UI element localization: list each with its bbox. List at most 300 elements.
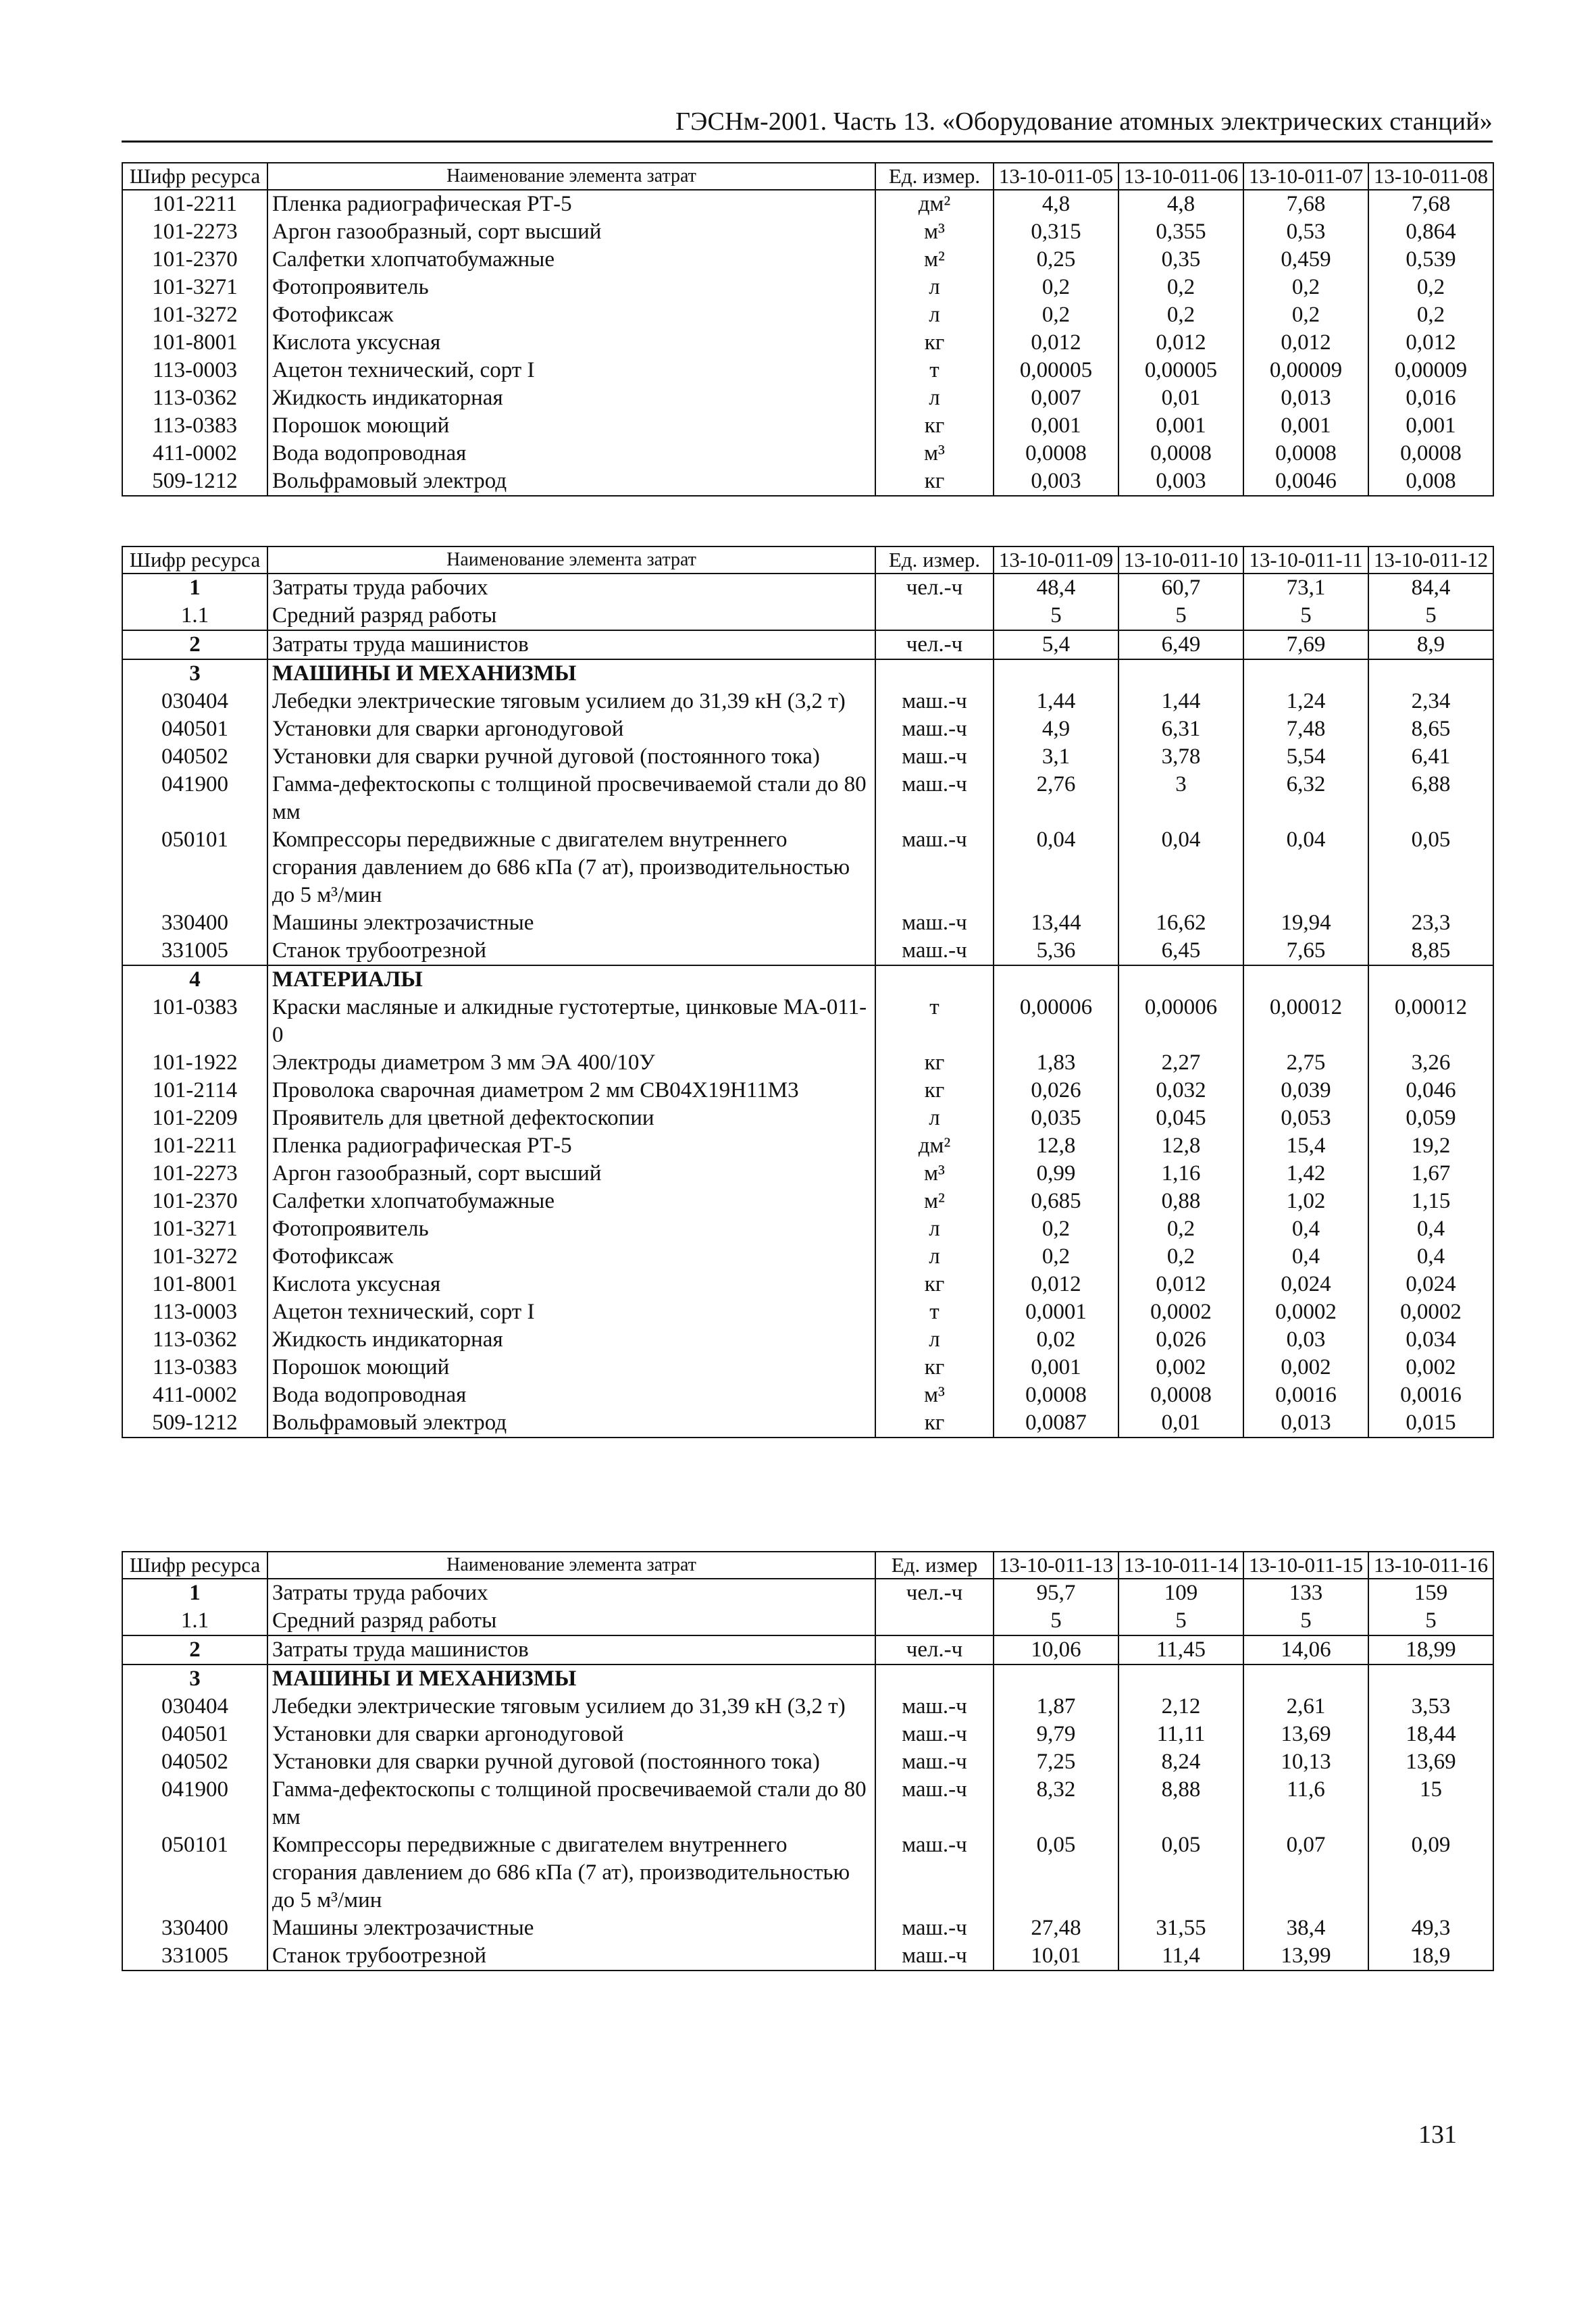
norm-value: 0,2 [1368, 274, 1493, 301]
table-row [122, 1693, 1493, 1721]
table-row [122, 771, 1493, 826]
norm-value: 0,2 [994, 274, 1118, 301]
table-row [122, 190, 1493, 218]
resource-code: 1 [122, 574, 267, 602]
table-row [122, 574, 1493, 602]
norm-value: 0,4 [1243, 1215, 1368, 1243]
table-row [122, 1215, 1493, 1243]
cost-element-name: Затраты труда машинистов [267, 1635, 875, 1664]
cost-element-name: Аргон газообразный, сорт высший [267, 218, 875, 246]
norm-value: 0,034 [1368, 1326, 1493, 1354]
resource-code: 411-0002 [122, 1381, 267, 1409]
norm-value [1243, 659, 1368, 688]
column-header: 13-10-011-05 [994, 163, 1118, 190]
column-header: 13-10-011-14 [1118, 1552, 1243, 1579]
norm-value: 31,55 [1118, 1914, 1243, 1942]
norm-value: 18,9 [1368, 1942, 1493, 1971]
norm-value: 49,3 [1368, 1914, 1493, 1942]
norm-value: 4,9 [994, 715, 1118, 743]
unit-of-measure: л [875, 301, 994, 329]
resource-code: 101-3272 [122, 1243, 267, 1271]
resource-code: 1.1 [122, 1607, 267, 1635]
table-row [122, 715, 1493, 743]
unit-of-measure [875, 965, 994, 994]
norm-value: 0,012 [1118, 329, 1243, 357]
table-row [122, 826, 1493, 909]
norm-value: 0,013 [1243, 1409, 1368, 1438]
norm-value: 16,62 [1118, 909, 1243, 937]
table-row [122, 1914, 1493, 1942]
table-header-row [122, 547, 1493, 574]
norm-value [994, 659, 1118, 688]
table-row [122, 1271, 1493, 1298]
resource-code: 331005 [122, 1942, 267, 1971]
resource-code: 113-0362 [122, 1326, 267, 1354]
norm-value: 3,78 [1118, 743, 1243, 771]
cost-element-name: Порошок моющий [267, 412, 875, 440]
norm-value: 7,68 [1243, 190, 1368, 218]
unit-of-measure: кг [875, 412, 994, 440]
norm-value: 0,0002 [1368, 1298, 1493, 1326]
table-row [122, 1748, 1493, 1776]
norm-value: 7,48 [1243, 715, 1368, 743]
norm-value: 10,01 [994, 1942, 1118, 1971]
norm-value: 0,09 [1368, 1831, 1493, 1914]
resource-code: 113-0362 [122, 384, 267, 412]
unit-of-measure [875, 1664, 994, 1693]
resource-code: 101-8001 [122, 329, 267, 357]
cost-element-name: Салфетки хлопчатобумажные [267, 1188, 875, 1215]
norm-value: 3 [1118, 771, 1243, 826]
resource-code: 113-0383 [122, 412, 267, 440]
cost-element-name: Станок трубоотрезной [267, 1942, 875, 1971]
unit-of-measure: м² [875, 1188, 994, 1215]
norm-value: 0,0008 [1118, 440, 1243, 467]
table-row [122, 1077, 1493, 1104]
norm-value: 0,88 [1118, 1188, 1243, 1215]
table-row [122, 467, 1493, 496]
table-row [122, 1409, 1493, 1438]
norm-value: 7,25 [994, 1748, 1118, 1776]
norm-value: 7,68 [1368, 190, 1493, 218]
table-header-row [122, 163, 1493, 190]
resource-code: 101-1922 [122, 1049, 267, 1077]
resource-code: 030404 [122, 688, 267, 715]
norm-value [1243, 965, 1368, 994]
table-row [122, 274, 1493, 301]
norm-value: 2,75 [1243, 1049, 1368, 1077]
norm-value: 4,8 [994, 190, 1118, 218]
norm-value: 19,94 [1243, 909, 1368, 937]
resource-code: 331005 [122, 937, 267, 965]
cost-element-name: Вода водопроводная [267, 1381, 875, 1409]
unit-of-measure: дм² [875, 1132, 994, 1160]
unit-of-measure: кг [875, 329, 994, 357]
norm-value: 0,00005 [994, 357, 1118, 384]
cost-element-name: Салфетки хлопчатобумажные [267, 246, 875, 274]
norm-value: 84,4 [1368, 574, 1493, 602]
norm-value: 13,44 [994, 909, 1118, 937]
norm-value: 5 [994, 602, 1118, 630]
norm-value: 0,026 [994, 1077, 1118, 1104]
cost-element-name: Гамма-дефектоскопы с толщиной просвечиваемой стали до 80 мм [267, 771, 875, 826]
resource-code: 509-1212 [122, 467, 267, 496]
column-header: 13-10-011-11 [1243, 547, 1368, 574]
unit-of-measure: кг [875, 1271, 994, 1298]
norm-value [1118, 965, 1243, 994]
unit-of-measure: чел.-ч [875, 630, 994, 659]
unit-of-measure: кг [875, 1409, 994, 1438]
column-header: Шифр ресурса [122, 1552, 267, 1579]
resource-code: 101-2273 [122, 218, 267, 246]
column-header: 13-10-011-10 [1118, 547, 1243, 574]
norm-value: 0,25 [994, 246, 1118, 274]
cost-element-name: Краски масляные и алкидные густотертые, цинковые МА-011-0 [267, 994, 875, 1049]
norm-value: 0,016 [1368, 384, 1493, 412]
cost-element-name: Компрессоры передвижные с двигателем внутреннего сгорания давлением до 686 кПа (7 ат), производительностью до 5 м³/мин [267, 1831, 875, 1914]
cost-element-name: Машины электрозачистные [267, 1914, 875, 1942]
norm-value: 0,002 [1368, 1354, 1493, 1381]
unit-of-measure: маш.-ч [875, 1776, 994, 1831]
table-row [122, 602, 1493, 630]
norm-value: 1,44 [1118, 688, 1243, 715]
norm-value: 8,88 [1118, 1776, 1243, 1831]
unit-of-measure: т [875, 1298, 994, 1326]
cost-element-name: Проявитель для цветной дефектоскопии [267, 1104, 875, 1132]
norm-value: 0,0016 [1243, 1381, 1368, 1409]
unit-of-measure: л [875, 1215, 994, 1243]
unit-of-measure: кг [875, 1354, 994, 1381]
page-number: 131 [1418, 2120, 1457, 2149]
unit-of-measure: маш.-ч [875, 1942, 994, 1971]
norm-value: 11,6 [1243, 1776, 1368, 1831]
norm-value: 0,0046 [1243, 467, 1368, 496]
resource-code: 2 [122, 630, 267, 659]
cost-element-name: Затраты труда рабочих [267, 1579, 875, 1607]
unit-of-measure: кг [875, 467, 994, 496]
table-row [122, 1049, 1493, 1077]
norm-value: 1,02 [1243, 1188, 1368, 1215]
table-row [122, 909, 1493, 937]
norm-value: 0,0087 [994, 1409, 1118, 1438]
norm-value: 2,61 [1243, 1693, 1368, 1721]
cost-element-name: Машины электрозачистные [267, 909, 875, 937]
resource-code: 101-2370 [122, 246, 267, 274]
norm-value: 0,2 [994, 301, 1118, 329]
norm-value: 5,54 [1243, 743, 1368, 771]
norm-value: 14,06 [1243, 1635, 1368, 1664]
norm-value: 2,27 [1118, 1049, 1243, 1077]
cost-element-name: Затраты труда рабочих [267, 574, 875, 602]
table-row [122, 630, 1493, 659]
norm-value: 0,99 [994, 1160, 1118, 1188]
norm-value: 8,65 [1368, 715, 1493, 743]
norm-value: 48,4 [994, 574, 1118, 602]
resource-code: 030404 [122, 1693, 267, 1721]
column-header: Шифр ресурса [122, 547, 267, 574]
column-header: 13-10-011-16 [1368, 1552, 1493, 1579]
cost-element-name: Кислота уксусная [267, 1271, 875, 1298]
resource-code: 101-2273 [122, 1160, 267, 1188]
norm-value: 27,48 [994, 1914, 1118, 1942]
norm-value: 0,012 [1368, 329, 1493, 357]
norm-value: 10,13 [1243, 1748, 1368, 1776]
norm-value: 0,02 [994, 1326, 1118, 1354]
table-row [122, 743, 1493, 771]
resource-code: 101-8001 [122, 1271, 267, 1298]
norm-value: 0,012 [994, 1271, 1118, 1298]
norm-value: 0,0008 [1118, 1381, 1243, 1409]
unit-of-measure: маш.-ч [875, 715, 994, 743]
norm-value: 0,046 [1368, 1077, 1493, 1104]
unit-of-measure: м² [875, 246, 994, 274]
norm-value: 1,44 [994, 688, 1118, 715]
table-row [122, 1160, 1493, 1188]
resource-code: 113-0003 [122, 357, 267, 384]
resource-code: 411-0002 [122, 440, 267, 467]
column-header: Ед. измер. [875, 163, 994, 190]
norm-value: 0,012 [1118, 1271, 1243, 1298]
norm-value: 0,04 [1243, 826, 1368, 909]
unit-of-measure: т [875, 994, 994, 1049]
norm-value: 5 [1243, 602, 1368, 630]
table-row [122, 1721, 1493, 1748]
resource-code: 041900 [122, 771, 267, 826]
resource-code: 101-2114 [122, 1077, 267, 1104]
norm-value: 3,1 [994, 743, 1118, 771]
norm-value: 0,001 [994, 1354, 1118, 1381]
cost-element-name: Лебедки электрические тяговым усилием до 31,39 кН (3,2 т) [267, 688, 875, 715]
resource-code: 4 [122, 965, 267, 994]
resource-code: 040501 [122, 1721, 267, 1748]
resource-code: 509-1212 [122, 1409, 267, 1438]
table-row [122, 994, 1493, 1049]
resource-code: 040502 [122, 1748, 267, 1776]
norm-value: 8,85 [1368, 937, 1493, 965]
resource-code: 101-2209 [122, 1104, 267, 1132]
norm-value: 6,31 [1118, 715, 1243, 743]
cost-element-name: Лебедки электрические тяговым усилием до 31,39 кН (3,2 т) [267, 1693, 875, 1721]
norm-value [994, 965, 1118, 994]
unit-of-measure: маш.-ч [875, 1748, 994, 1776]
norm-value: 0,001 [994, 412, 1118, 440]
unit-of-measure [875, 1607, 994, 1635]
norm-value: 11,4 [1118, 1942, 1243, 1971]
resource-table-1 [122, 162, 1494, 497]
cost-element-name: Кислота уксусная [267, 329, 875, 357]
norm-value: 2,34 [1368, 688, 1493, 715]
norm-value: 0,012 [1243, 329, 1368, 357]
cost-element-name: МАШИНЫ И МЕХАНИЗМЫ [267, 659, 875, 688]
norm-value: 5 [1368, 1607, 1493, 1635]
norm-value: 0,315 [994, 218, 1118, 246]
norm-value: 0,35 [1118, 246, 1243, 274]
norm-value: 0,4 [1368, 1215, 1493, 1243]
norm-value: 0,001 [1243, 412, 1368, 440]
unit-of-measure [875, 659, 994, 688]
cost-element-name: Гамма-дефектоскопы с толщиной просвечиваемой стали до 80 мм [267, 1776, 875, 1831]
unit-of-measure: л [875, 274, 994, 301]
table-row [122, 329, 1493, 357]
norm-value: 10,06 [994, 1635, 1118, 1664]
unit-of-measure: маш.-ч [875, 1693, 994, 1721]
norm-value: 7,69 [1243, 630, 1368, 659]
norm-value: 9,79 [994, 1721, 1118, 1748]
norm-value: 5 [1243, 1607, 1368, 1635]
norm-value: 0,008 [1368, 467, 1493, 496]
norm-value: 0,2 [1118, 1243, 1243, 1271]
cost-element-name: Компрессоры передвижные с двигателем внутреннего сгорания давлением до 686 кПа (7 ат), производительностью до 5 м³/мин [267, 826, 875, 909]
column-header: Ед. измер. [875, 547, 994, 574]
cost-element-name: Жидкость индикаторная [267, 1326, 875, 1354]
unit-of-measure: маш.-ч [875, 743, 994, 771]
norm-value: 38,4 [1243, 1914, 1368, 1942]
norm-value: 12,8 [994, 1132, 1118, 1160]
norm-value: 0,4 [1368, 1243, 1493, 1271]
table-row [122, 384, 1493, 412]
norm-value: 0,355 [1118, 218, 1243, 246]
resource-code: 101-3272 [122, 301, 267, 329]
cost-element-name: Вода водопроводная [267, 440, 875, 467]
norm-value: 0,001 [1118, 412, 1243, 440]
running-header: ГЭСНм-2001. Часть 13. «Оборудование атомных электрических станций» [122, 107, 1493, 143]
norm-value: 0,04 [994, 826, 1118, 909]
norm-value: 0,012 [994, 329, 1118, 357]
norm-value: 0,026 [1118, 1326, 1243, 1354]
norm-value: 0,045 [1118, 1104, 1243, 1132]
norm-value: 13,69 [1243, 1721, 1368, 1748]
resource-code: 050101 [122, 1831, 267, 1914]
norm-value: 11,45 [1118, 1635, 1243, 1664]
norm-value: 0,0002 [1243, 1298, 1368, 1326]
norm-value: 5,4 [994, 630, 1118, 659]
resource-code: 330400 [122, 1914, 267, 1942]
cost-element-name: Проволока сварочная диаметром 2 мм СВ04Х19Н11М3 [267, 1077, 875, 1104]
table-row [122, 1326, 1493, 1354]
cost-element-name: Фотофиксаж [267, 301, 875, 329]
norm-value: 0,032 [1118, 1077, 1243, 1104]
norm-value [1118, 1664, 1243, 1693]
norm-value: 1,15 [1368, 1188, 1493, 1215]
resource-code: 330400 [122, 909, 267, 937]
norm-value: 95,7 [994, 1579, 1118, 1607]
norm-value: 0,059 [1368, 1104, 1493, 1132]
unit-of-measure: кг [875, 1077, 994, 1104]
table-row [122, 412, 1493, 440]
norm-value: 0,00012 [1243, 994, 1368, 1049]
table-row [122, 659, 1493, 688]
norm-value: 0,00006 [1118, 994, 1243, 1049]
norm-value: 0,001 [1368, 412, 1493, 440]
norm-value: 0,039 [1243, 1077, 1368, 1104]
norm-value: 4,8 [1118, 190, 1243, 218]
norm-value: 6,88 [1368, 771, 1493, 826]
norm-value: 0,53 [1243, 218, 1368, 246]
resource-code: 101-2370 [122, 1188, 267, 1215]
norm-value: 15,4 [1243, 1132, 1368, 1160]
resource-code: 1 [122, 1579, 267, 1607]
unit-of-measure: л [875, 384, 994, 412]
unit-of-measure [875, 602, 994, 630]
norm-value: 23,3 [1368, 909, 1493, 937]
norm-value: 0,0008 [994, 1381, 1118, 1409]
norm-value: 0,05 [1118, 1831, 1243, 1914]
cost-element-name: Пленка радиографическая РТ-5 [267, 1132, 875, 1160]
unit-of-measure: маш.-ч [875, 937, 994, 965]
norm-value: 0,007 [994, 384, 1118, 412]
table-row [122, 357, 1493, 384]
norm-value: 7,65 [1243, 937, 1368, 965]
cost-element-name: Фотофиксаж [267, 1243, 875, 1271]
resource-table-3 [122, 1551, 1494, 1971]
cost-element-name: МАШИНЫ И МЕХАНИЗМЫ [267, 1664, 875, 1693]
unit-of-measure: м³ [875, 1160, 994, 1188]
norm-value: 0,003 [994, 467, 1118, 496]
resource-code: 2 [122, 1635, 267, 1664]
cost-element-name: Затраты труда машинистов [267, 630, 875, 659]
norm-value: 0,2 [1118, 274, 1243, 301]
cost-element-name: Пленка радиографическая РТ-5 [267, 190, 875, 218]
unit-of-measure: л [875, 1326, 994, 1354]
norm-value: 0,0001 [994, 1298, 1118, 1326]
norm-value: 5 [994, 1607, 1118, 1635]
resource-code: 113-0003 [122, 1298, 267, 1326]
cost-element-name: Аргон газообразный, сорт высший [267, 1160, 875, 1188]
norm-value: 60,7 [1118, 574, 1243, 602]
norm-value: 8,32 [994, 1776, 1118, 1831]
norm-value: 0,459 [1243, 246, 1368, 274]
norm-value: 13,99 [1243, 1942, 1368, 1971]
unit-of-measure: л [875, 1243, 994, 1271]
norm-value: 2,76 [994, 771, 1118, 826]
resource-code: 040501 [122, 715, 267, 743]
norm-value: 6,49 [1118, 630, 1243, 659]
norm-value: 0,053 [1243, 1104, 1368, 1132]
norm-value: 0,539 [1368, 246, 1493, 274]
norm-value: 0,2 [994, 1215, 1118, 1243]
resource-code: 3 [122, 659, 267, 688]
norm-value: 0,00009 [1368, 357, 1493, 384]
table-row [122, 1607, 1493, 1635]
table-row [122, 1132, 1493, 1160]
unit-of-measure: маш.-ч [875, 771, 994, 826]
norm-value: 0,015 [1368, 1409, 1493, 1438]
table-row [122, 688, 1493, 715]
unit-of-measure: чел.-ч [875, 1579, 994, 1607]
resource-code: 101-0383 [122, 994, 267, 1049]
cost-element-name: Жидкость индикаторная [267, 384, 875, 412]
norm-value: 0,685 [994, 1188, 1118, 1215]
norm-value: 0,07 [1243, 1831, 1368, 1914]
resource-code: 101-2211 [122, 190, 267, 218]
unit-of-measure: маш.-ч [875, 1721, 994, 1748]
unit-of-measure: м³ [875, 440, 994, 467]
norm-value [1368, 965, 1493, 994]
column-header: 13-10-011-06 [1118, 163, 1243, 190]
norm-value: 0,05 [994, 1831, 1118, 1914]
cost-element-name: МАТЕРИАЛЫ [267, 965, 875, 994]
unit-of-measure: чел.-ч [875, 574, 994, 602]
unit-of-measure: дм² [875, 190, 994, 218]
norm-value: 0,003 [1118, 467, 1243, 496]
unit-of-measure: маш.-ч [875, 826, 994, 909]
norm-value: 6,32 [1243, 771, 1368, 826]
norm-value: 8,24 [1118, 1748, 1243, 1776]
norm-value: 0,04 [1118, 826, 1243, 909]
norm-value: 0,00012 [1368, 994, 1493, 1049]
norm-value: 0,0008 [994, 440, 1118, 467]
norm-value: 11,11 [1118, 1721, 1243, 1748]
